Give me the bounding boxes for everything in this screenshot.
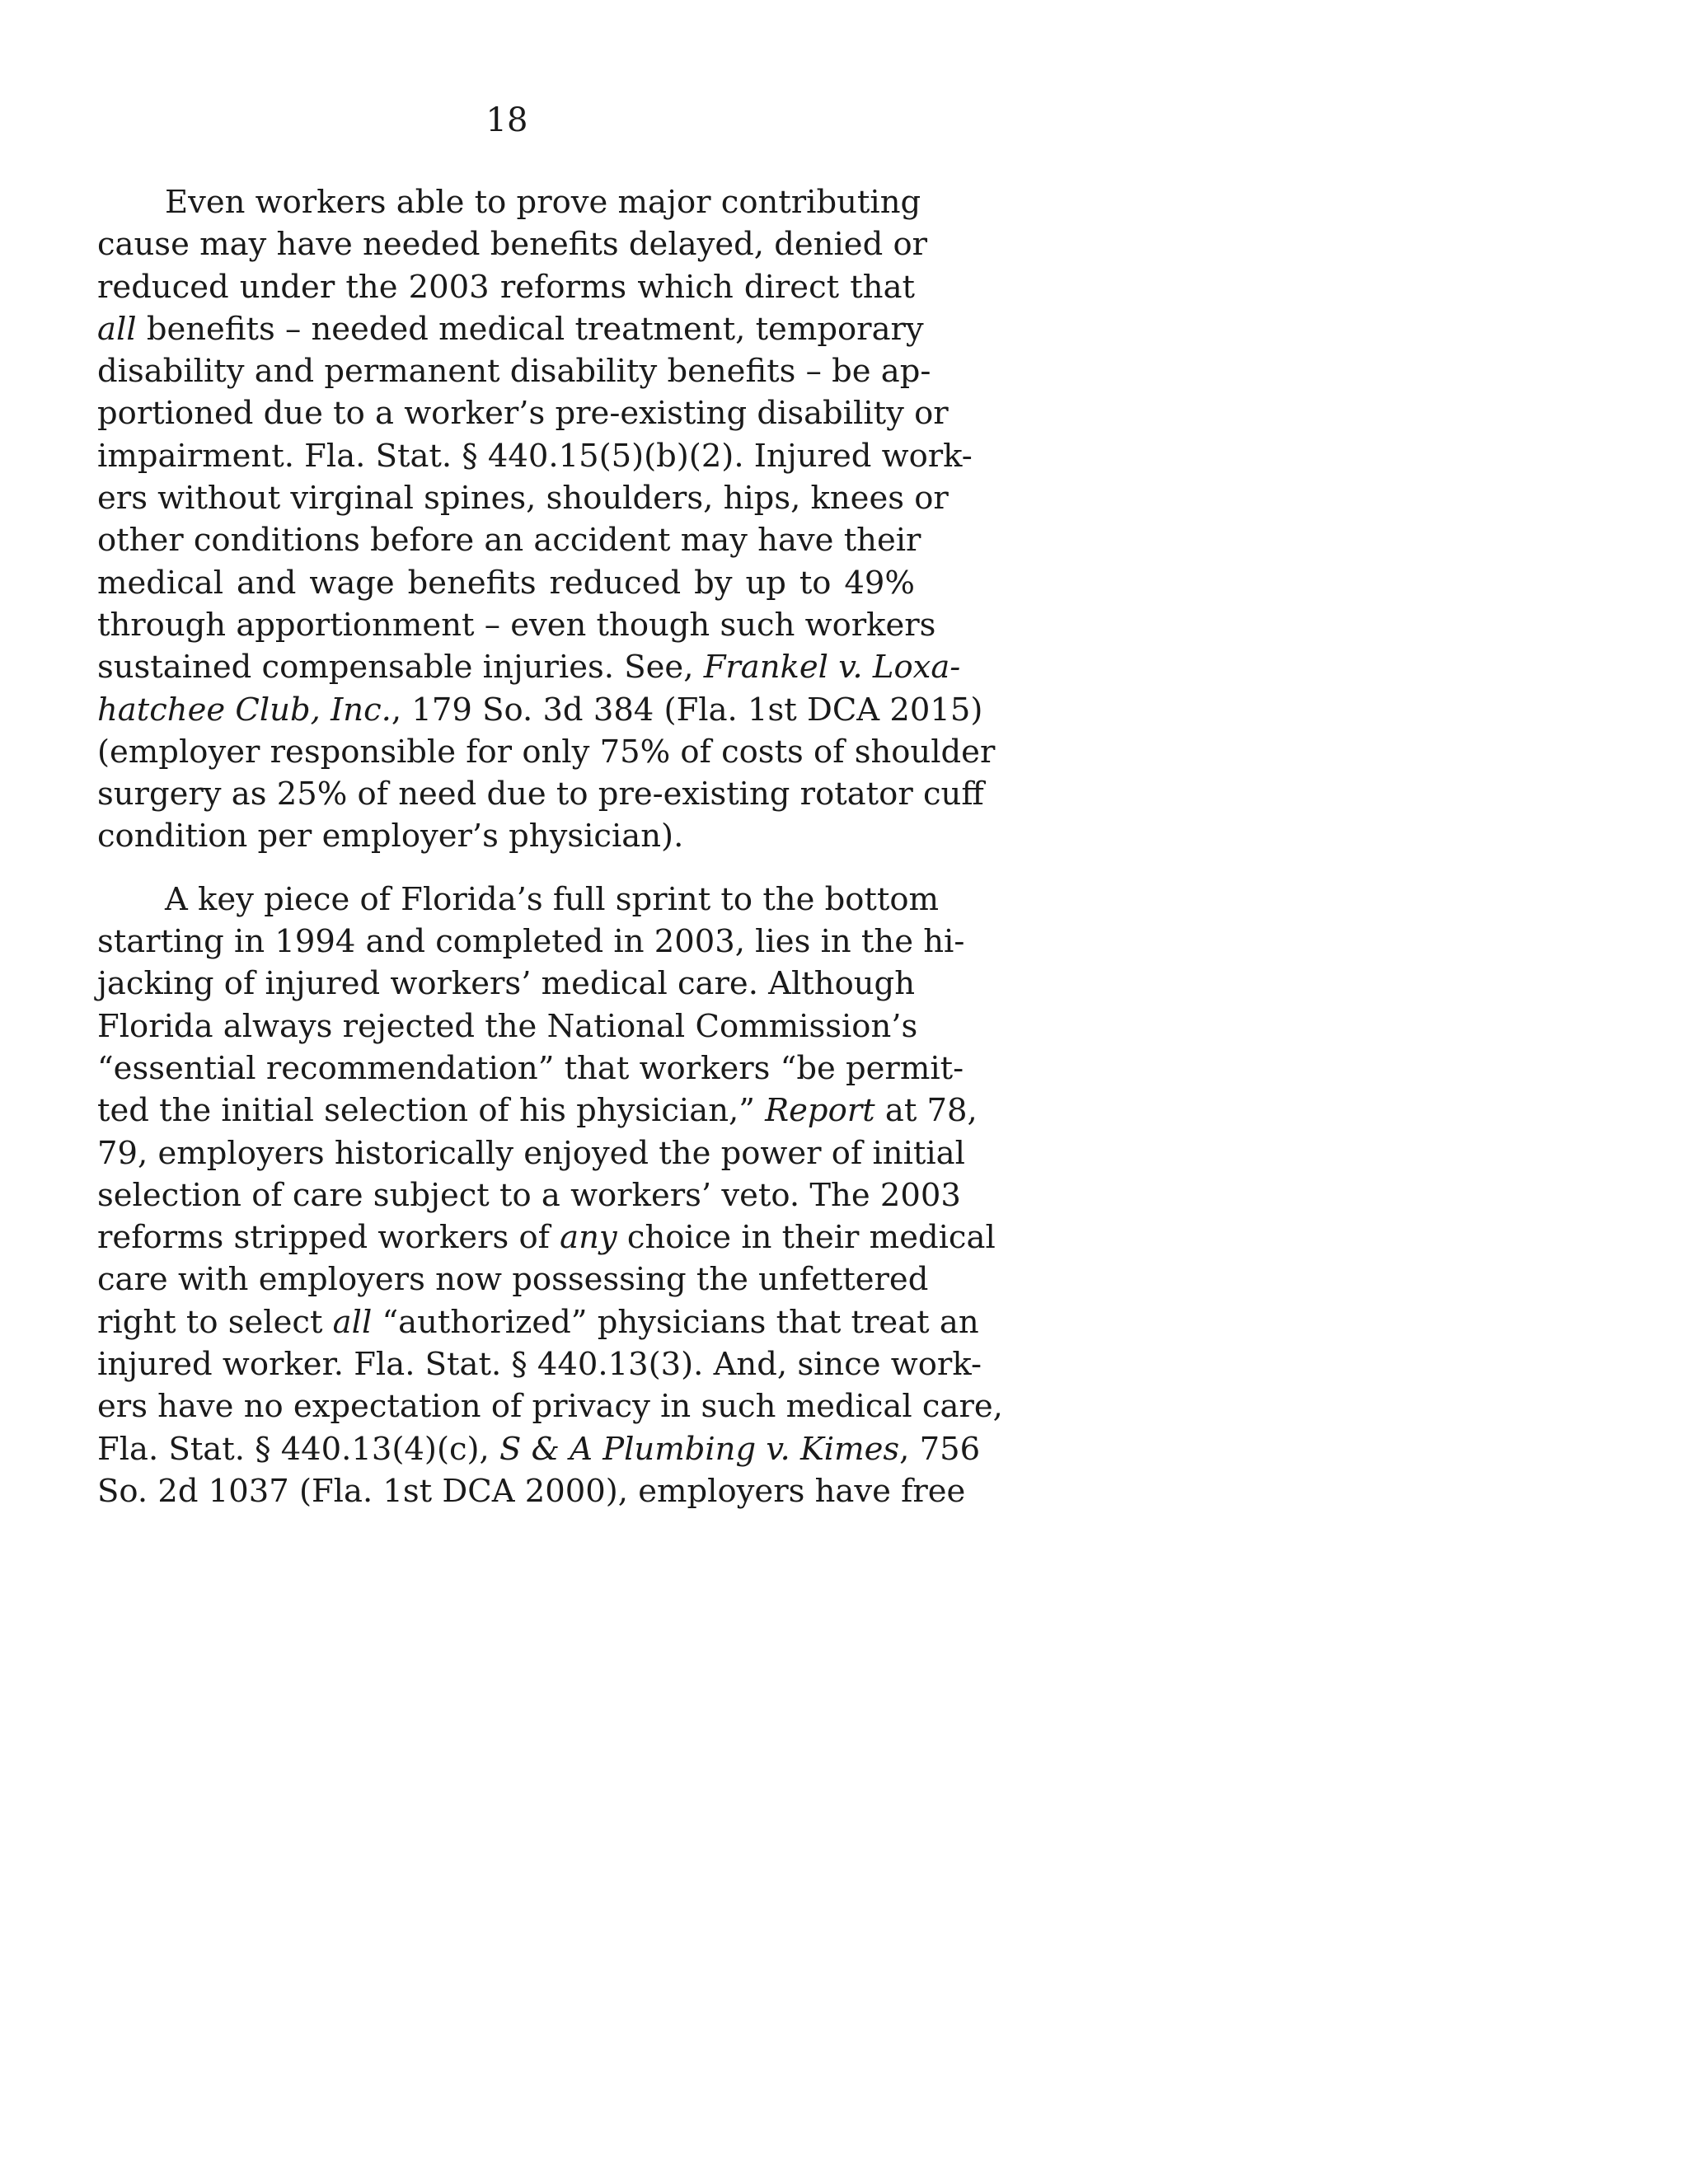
text-run: surgery as 25% of need due to pre-existing rotator cuff xyxy=(97,776,984,813)
text-line xyxy=(97,921,965,963)
text-line xyxy=(97,1174,961,1216)
text-column xyxy=(97,181,1003,1512)
text-line xyxy=(97,1005,918,1047)
paragraph-gap xyxy=(97,858,915,879)
text-line xyxy=(97,562,915,604)
text-run: care with employers now possessing the unfettered xyxy=(97,1261,929,1299)
italic-text: hatchee Club, Inc. xyxy=(97,691,392,729)
text-run: ers have no expectation of privacy in such medical care, xyxy=(97,1388,1003,1426)
text-run: , 756 xyxy=(899,1430,981,1468)
text-run: selection of care subject to a workers’ veto. The 2003 xyxy=(97,1176,961,1214)
text-line xyxy=(97,1385,1003,1427)
text-run: Fla. Stat. § 440.13(4)(c), xyxy=(97,1430,500,1468)
text-run: (employer responsible for only 75% of costs of shoulder xyxy=(97,733,996,771)
text-line xyxy=(97,1132,965,1174)
text-run: portioned due to a worker’s pre-existing disability or xyxy=(97,395,949,433)
italic-text: any xyxy=(560,1219,617,1257)
text-line xyxy=(97,1470,966,1512)
text-run: medical and wage benefits reduced by up to 49% xyxy=(97,564,915,602)
text-line xyxy=(97,223,928,265)
text-line xyxy=(97,266,915,308)
text-line xyxy=(97,815,915,857)
text-line xyxy=(97,773,984,815)
text-run: 79, employers historically enjoyed the power of initial xyxy=(97,1134,965,1172)
text-run: sustained compensable injuries. See, xyxy=(97,649,704,687)
text-line xyxy=(97,1216,996,1258)
text-line xyxy=(97,477,949,519)
text-run: disability and permanent disability benefits – be ap- xyxy=(97,353,931,391)
paragraph xyxy=(97,181,996,858)
text-line xyxy=(97,1258,929,1301)
text-line xyxy=(97,689,983,731)
text-run: at 78, xyxy=(874,1092,978,1130)
text-run: reduced under the 2003 reforms which direct that xyxy=(97,268,915,306)
text-line xyxy=(97,1343,982,1385)
text-line xyxy=(97,604,936,646)
text-line xyxy=(97,646,961,688)
text-run: impairment. Fla. Stat. § 440.15(5)(b)(2). Injured work- xyxy=(97,437,973,475)
text-line xyxy=(97,1428,981,1470)
text-line xyxy=(97,1090,978,1132)
text-line xyxy=(97,435,973,477)
text-line xyxy=(97,308,924,350)
text-run: reforms stripped workers of xyxy=(97,1219,560,1257)
text-run: jacking of injured workers’ medical care. Although xyxy=(97,965,915,1003)
text-line xyxy=(97,1047,964,1090)
text-run: benefits – needed medical treatment, temporary xyxy=(136,310,924,348)
italic-text: all xyxy=(97,310,137,348)
italic-text: Frankel v. Loxa- xyxy=(703,649,961,687)
text-run: “authorized” physicians that treat an xyxy=(372,1303,979,1341)
paragraph xyxy=(97,879,1003,1512)
text-run: ers without virginal spines, shoulders, hips, knees or xyxy=(97,480,949,518)
text-line xyxy=(97,1301,979,1343)
text-run: A key piece of Florida’s full sprint to the bottom xyxy=(165,880,940,918)
text-run: injured worker. Fla. Stat. § 440.13(3). And, since work- xyxy=(97,1346,982,1384)
text-run: other conditions before an accident may have their xyxy=(97,522,921,560)
text-line xyxy=(97,392,949,434)
text-line xyxy=(97,350,931,392)
page-number: 18 xyxy=(485,101,528,139)
italic-text: Report xyxy=(765,1092,875,1130)
text-run: Even workers able to prove major contributing xyxy=(165,184,921,221)
italic-text: all xyxy=(332,1303,373,1341)
text-run: through apportionment – even though such workers xyxy=(97,606,936,644)
text-line xyxy=(97,519,921,561)
text-run: “essential recommendation” that workers “be permit- xyxy=(97,1049,964,1087)
text-run: starting in 1994 and completed in 2003, lies in the hi- xyxy=(97,923,965,961)
text-line xyxy=(97,181,921,223)
text-run: ted the initial selection of his physician,” xyxy=(97,1092,766,1130)
text-line xyxy=(97,879,940,921)
text-run: right to select xyxy=(97,1303,333,1341)
text-line xyxy=(97,963,915,1005)
text-line xyxy=(97,731,996,773)
text-run: , 179 So. 3d 384 (Fla. 1st DCA 2015) xyxy=(391,691,983,729)
text-run: choice in their medical xyxy=(617,1219,996,1257)
text-run: cause may have needed benefits delayed, denied or xyxy=(97,226,928,264)
italic-text: S & A Plumbing v. Kimes xyxy=(499,1430,900,1468)
text-run: So. 2d 1037 (Fla. 1st DCA 2000), employers have free xyxy=(97,1472,966,1510)
text-run: condition per employer’s physician). xyxy=(97,818,684,855)
text-run: Florida always rejected the National Commission’s xyxy=(97,1007,918,1045)
